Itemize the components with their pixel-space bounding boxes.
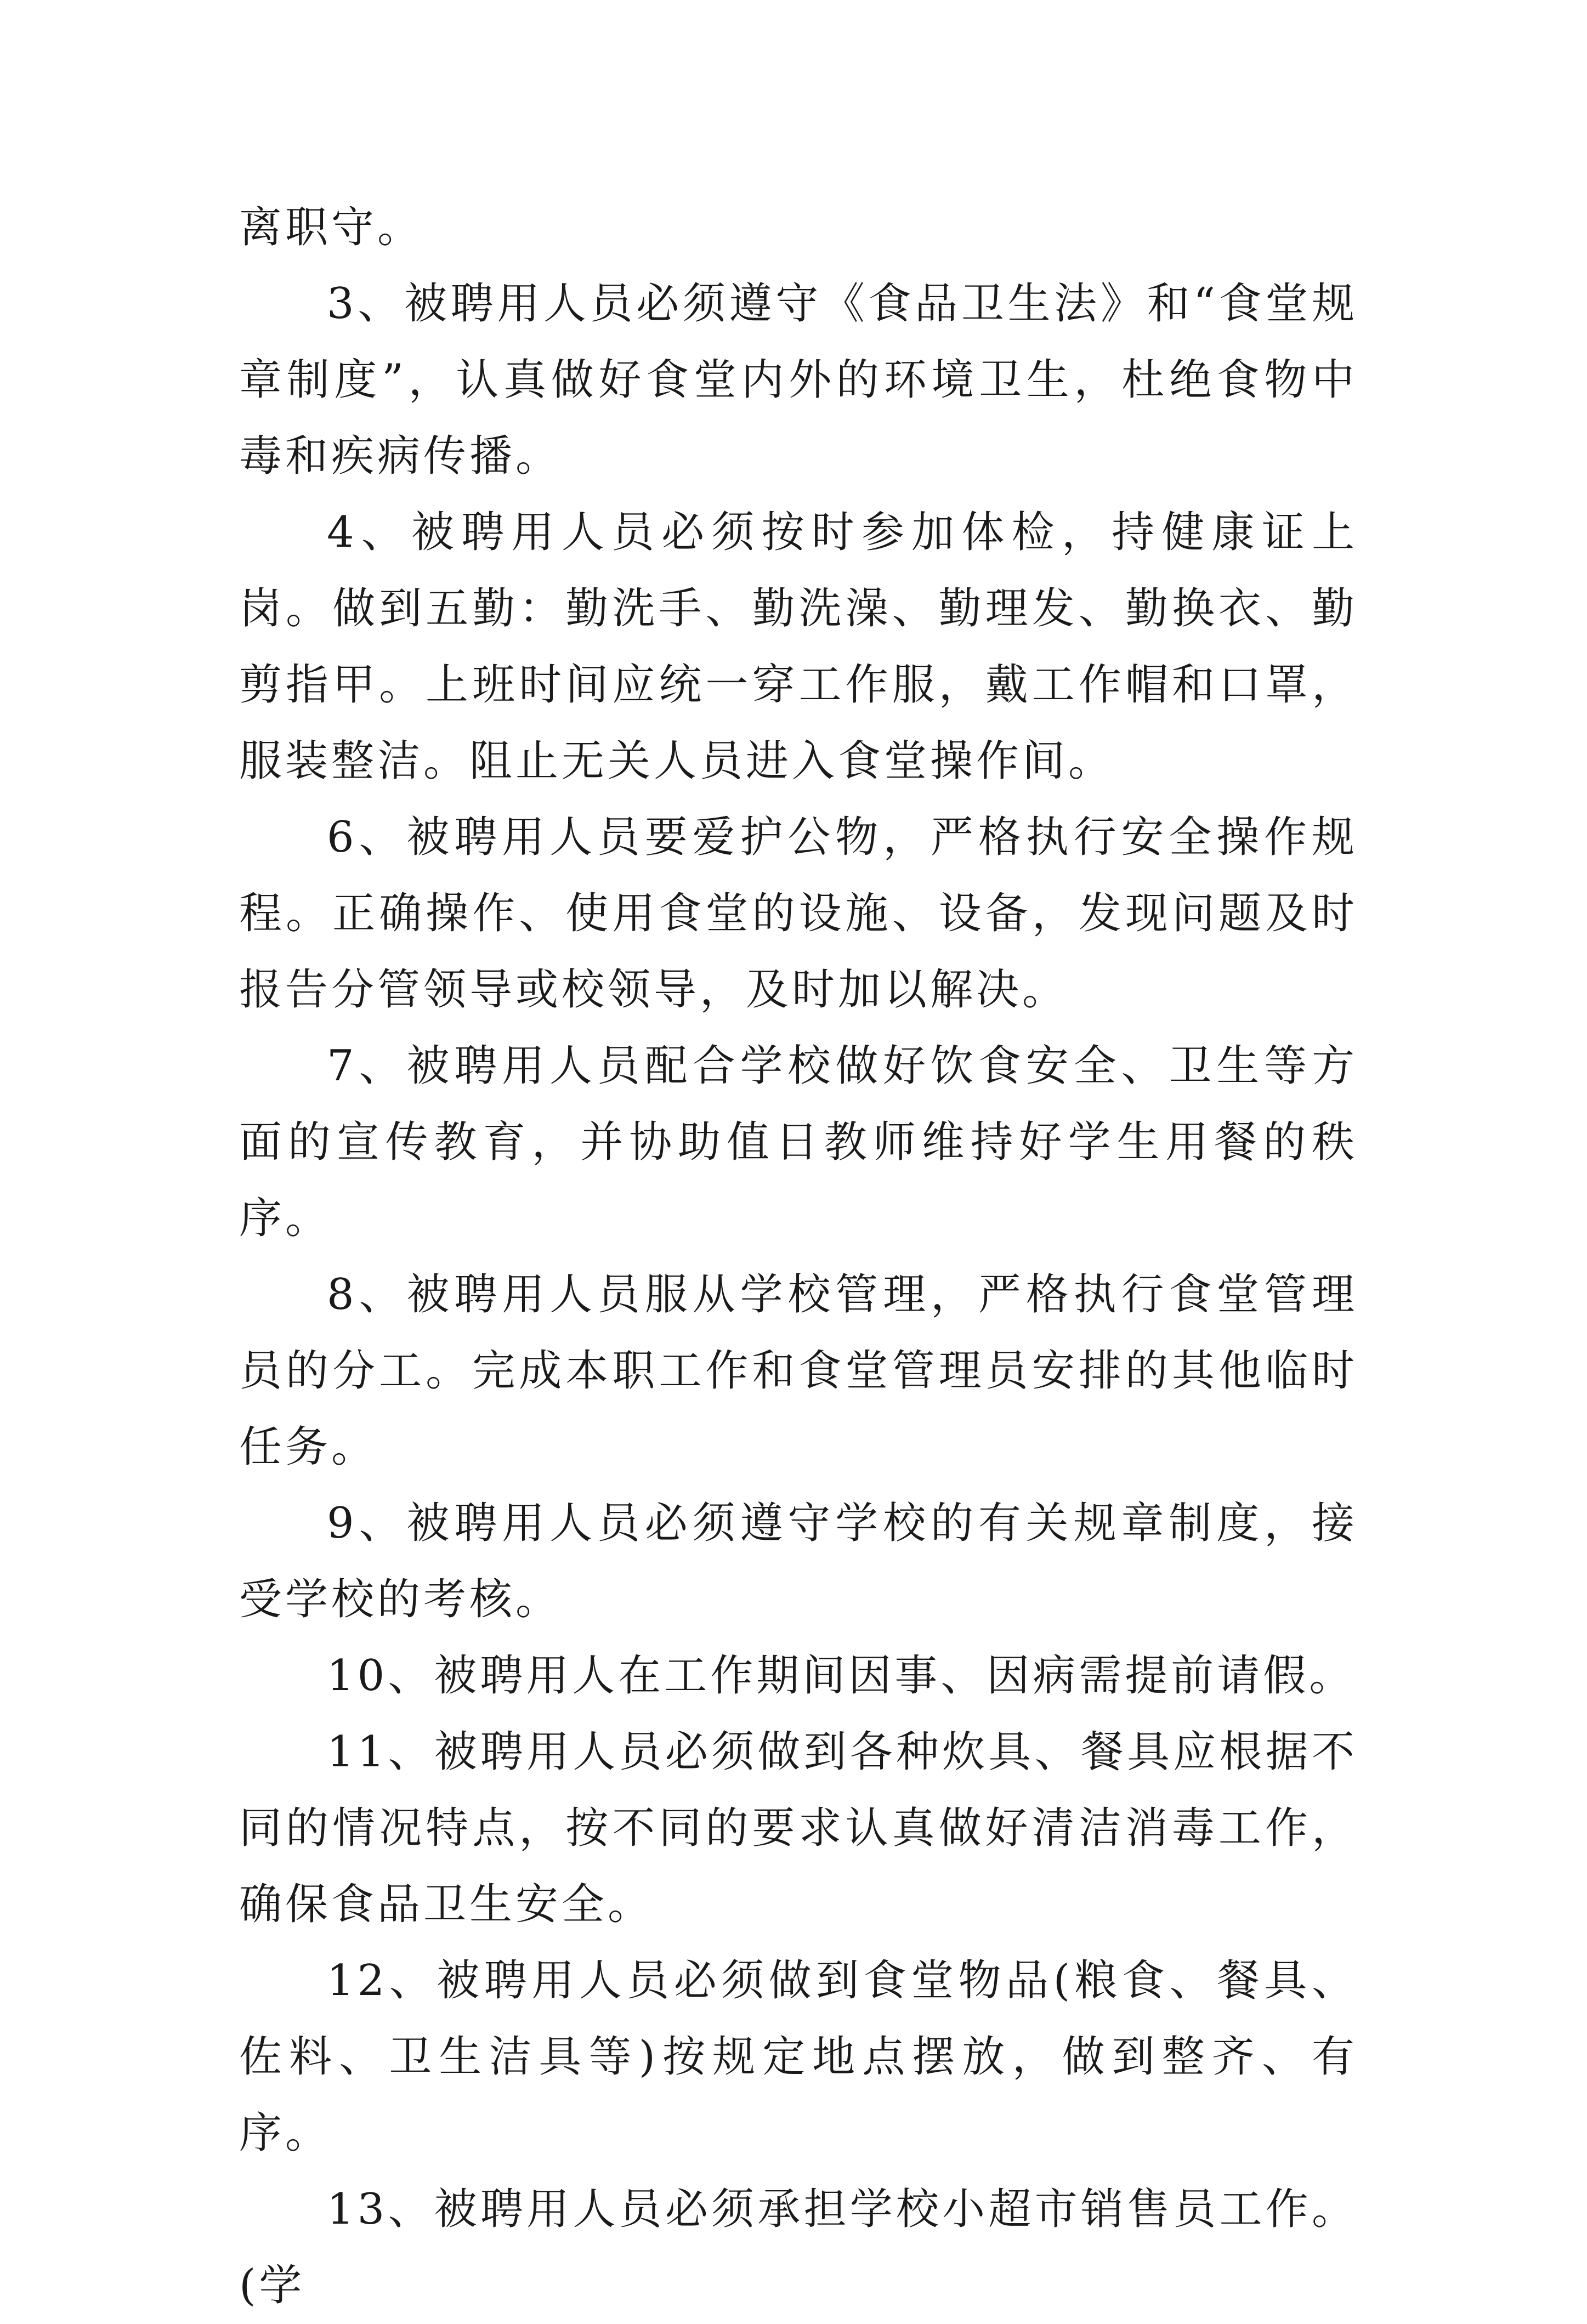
paragraph-item-4: 4、被聘用人员必须按时参加体检，持健康证上岗。做到五勤：勤洗手、勤洗澡、勤理发、勤换衣、勤剪指甲。上班时间应统一穿工作服，戴工作帽和口罩，服装整洁。阻止无关人员进入食堂操作间。 xyxy=(239,508,1358,786)
paragraph-item-10: 10、被聘用人在工作期间因事、因病需提前请假。 xyxy=(327,1651,1356,1701)
paragraph-continuation: 离职守。 xyxy=(239,203,424,252)
paragraph-item-7: 7、被聘用人员配合学校做好饮食安全、卫生等方面的宣传教育，并协助值日教师维持好学生用餐的秩序。 xyxy=(239,1041,1358,1243)
paragraph-item-6: 6、被聘用人员要爱护公物，严格执行安全操作规程。正确操作、使用食堂的设施、设备，发现问题及时报告分管领导或校领导，及时加以解决。 xyxy=(239,813,1358,1014)
paragraph-item-11: 11、被聘用人员必须做到各种炊具、餐具应根据不同的情况特点，按不同的要求认真做好清洁消毒工作，确保食品卫生安全。 xyxy=(239,1727,1358,1929)
paragraph-item-12: 12、被聘用人员必须做到食堂物品(粮食、餐具、佐料、卫生洁具等)按规定地点摆放，做到整齐、有序。 xyxy=(239,1956,1358,2158)
paragraph-item-13: 13、被聘用人员必须承担学校小超市销售员工作。(学 xyxy=(239,2185,1358,2310)
document-body xyxy=(239,190,1358,2324)
paragraph-item-9: 9、被聘用人员必须遵守学校的有关规章制度，接受学校的考核。 xyxy=(239,1499,1358,1624)
paragraph-item-8: 8、被聘用人员服从学校管理，严格执行食堂管理员的分工。完成本职工作和食堂管理员安排的其他临时任务。 xyxy=(239,1270,1358,1472)
paragraph-item-3: 3、被聘用人员必须遵守《食品卫生法》和“食堂规章制度”，认真做好食堂内外的环境卫生，杜绝食物中毒和疾病传播。 xyxy=(239,279,1358,481)
